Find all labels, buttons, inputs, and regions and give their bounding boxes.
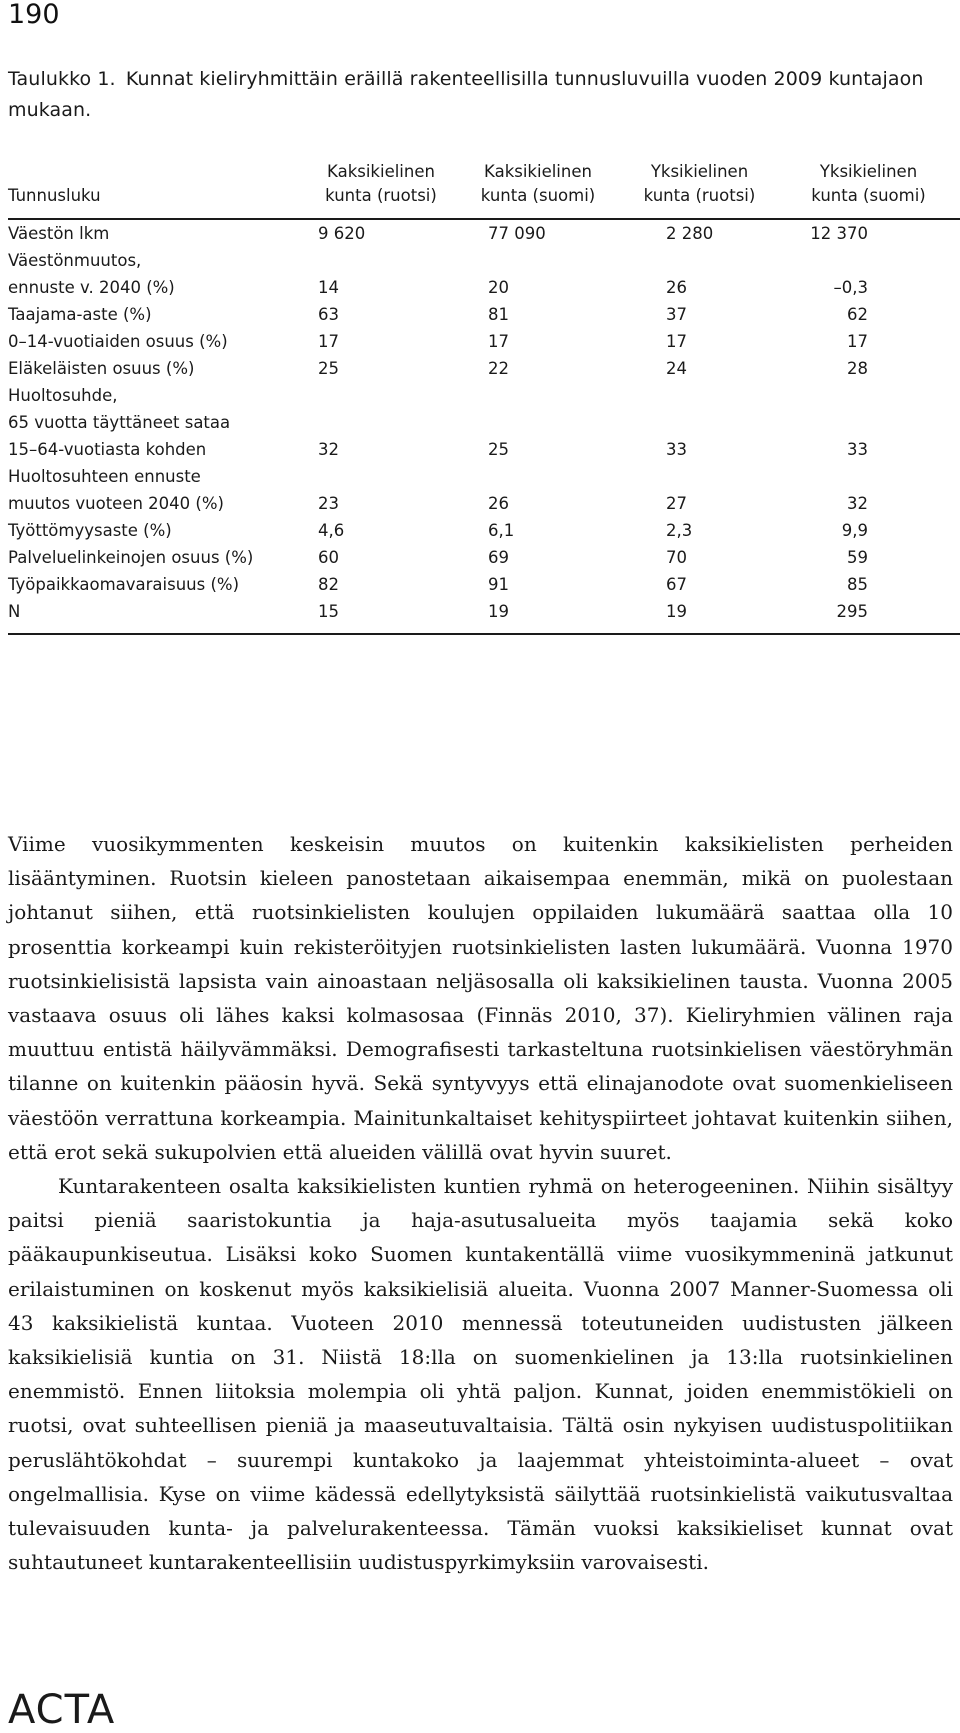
table-cell: 15 bbox=[308, 598, 454, 634]
table-cell: 81 bbox=[488, 305, 509, 324]
table-cell: 2 280 bbox=[666, 224, 714, 243]
row-label: Huoltosuhteen ennuste muutos vuoteen 2040 (%) bbox=[8, 467, 224, 513]
table-caption bbox=[8, 64, 953, 126]
table-row bbox=[8, 328, 960, 355]
column-header: Kaksikielinen kunta (ruotsi) bbox=[308, 160, 454, 219]
column-header-label: Tunnusluku bbox=[8, 160, 308, 219]
row-label: Väestönmuutos, ennuste v. 2040 (%) bbox=[8, 251, 175, 297]
row-label: Palveluelinkeinojen osuus (%) bbox=[8, 548, 254, 567]
row-label: N bbox=[8, 598, 308, 634]
table-cell: 19 bbox=[454, 598, 622, 634]
table-cell: 67 bbox=[666, 575, 687, 594]
table-header-row bbox=[8, 160, 960, 219]
table-cell: 26 bbox=[488, 494, 509, 513]
table-cell: 17 bbox=[666, 332, 687, 351]
table-row bbox=[8, 219, 960, 247]
table-cell: 9,9 bbox=[841, 521, 868, 540]
table-cell: 22 bbox=[488, 359, 509, 378]
table-cell: 63 bbox=[318, 305, 339, 324]
table-cell: 32 bbox=[318, 440, 339, 459]
table-cell: 77 090 bbox=[488, 224, 546, 243]
data-table bbox=[8, 160, 960, 635]
table-cell: 27 bbox=[666, 494, 687, 513]
table-cell: 82 bbox=[318, 575, 339, 594]
caption-label: Taulukko 1. bbox=[8, 68, 116, 90]
table-row bbox=[8, 517, 960, 544]
table-row bbox=[8, 301, 960, 328]
body-text bbox=[8, 827, 953, 1579]
table-cell: 2,3 bbox=[666, 521, 693, 540]
table-row bbox=[8, 247, 960, 301]
footer-logo: ACTA bbox=[8, 1687, 116, 1733]
table-row bbox=[8, 598, 960, 634]
table-cell: 19 bbox=[622, 598, 777, 634]
table-cell: 62 bbox=[847, 305, 868, 324]
table-row bbox=[8, 544, 960, 571]
row-label: Taajama-aste (%) bbox=[8, 305, 152, 324]
table-cell: 70 bbox=[666, 548, 687, 567]
table-cell: 24 bbox=[666, 359, 687, 378]
table-cell: 12 370 bbox=[810, 224, 868, 243]
table-cell: 26 bbox=[666, 278, 687, 297]
table-cell: 25 bbox=[318, 359, 339, 378]
row-label: Eläkeläisten osuus (%) bbox=[8, 359, 195, 378]
table-cell: 17 bbox=[488, 332, 509, 351]
table-row bbox=[8, 463, 960, 517]
column-header: Kaksikielinen kunta (suomi) bbox=[454, 160, 622, 219]
table-cell: 9 620 bbox=[318, 224, 366, 243]
table-cell: 85 bbox=[847, 575, 868, 594]
table-cell: 69 bbox=[488, 548, 509, 567]
table-row bbox=[8, 571, 960, 598]
table-row bbox=[8, 355, 960, 382]
table-cell: 23 bbox=[318, 494, 339, 513]
table-cell: 295 bbox=[777, 598, 960, 634]
column-header: Yksikielinen kunta (ruotsi) bbox=[622, 160, 777, 219]
row-label: Työpaikkaomavaraisuus (%) bbox=[8, 575, 240, 594]
table-cell: 32 bbox=[847, 494, 868, 513]
table-cell: 25 bbox=[488, 440, 509, 459]
table-cell: 33 bbox=[666, 440, 687, 459]
column-header: Yksikielinen kunta (suomi) bbox=[777, 160, 960, 219]
table-cell: 28 bbox=[847, 359, 868, 378]
table-cell: 4,6 bbox=[318, 521, 345, 540]
table-body bbox=[8, 219, 960, 634]
row-label: Huoltosuhde, 65 vuotta täyttäneet sataa 15–64-vuotiasta kohden bbox=[8, 386, 231, 459]
table-cell: 59 bbox=[847, 548, 868, 567]
table-cell: 14 bbox=[318, 278, 339, 297]
row-label: 0–14-vuotiaiden osuus (%) bbox=[8, 332, 228, 351]
table-cell: 20 bbox=[488, 278, 509, 297]
table-cell: –0,3 bbox=[833, 278, 868, 297]
table-row bbox=[8, 382, 960, 463]
row-label: Väestön lkm bbox=[8, 224, 110, 243]
table-cell: 60 bbox=[318, 548, 339, 567]
paragraph: Viime vuosikymmenten keskeisin muutos on kuitenkin kaksikielisten perheiden lisääntyminen. Ruotsin kieleen panostetaan aikaisempaa enemmän, mikä on puolestaan johtanut siihen, että ruotsinkielisten koulujen oppilaiden lukumäärä saattaa olla 10 prosenttia korkeampi kuin rekisteröityjen ruotsinkielisten lasten lukumäärä. Vuonna 1970 ruotsinkielisistä lapsista vain ainoastaan neljäsosalla oli kaksikielinen tausta. Vuonna 2005 vastaava osuus oli lähes kaksi kolmasosaa (Finnäs 2010, 37). Kieliryhmien välinen raja muuttuu entistä häilyvämmäksi. Demografisesti tarkasteltuna ruotsinkielisen väestöryhmän tilanne on kuitenkin pääosin hyvä. Sekä syntyvyys että elinajanodote ovat suomenkieliseen väestöön verrattuna korkeampia. Mainitunkaltaiset kehityspiirteet johtavat kuitenkin siihen, että erot sekä sukupolvien että alueiden välillä ovat hyvin suuret. bbox=[8, 832, 953, 1164]
row-label: Työttömyysaste (%) bbox=[8, 521, 172, 540]
caption-text: Kunnat kieliryhmittäin eräillä rakenteellisilla tunnusluvuilla vuoden 2009 kuntajaon mukaan. bbox=[8, 68, 924, 121]
page-number: 190 bbox=[8, 0, 60, 30]
table-cell: 33 bbox=[847, 440, 868, 459]
data-table-container bbox=[8, 160, 960, 635]
table-cell: 91 bbox=[488, 575, 509, 594]
table-cell: 17 bbox=[318, 332, 339, 351]
table-cell: 6,1 bbox=[488, 521, 515, 540]
table-cell: 37 bbox=[666, 305, 687, 324]
paragraph: Kuntarakenteen osalta kaksikielisten kuntien ryhmä on heterogeeninen. Niihin sisältyy paitsi pieniä saaristokuntia ja haja-asutusalueita myös taajamia sekä koko pääkaupunkiseutua. Lisäksi koko Suomen kuntakentällä viime vuosikymmeninä jatkunut erilaistuminen on koskenut myös kaksikielisiä alueita. Vuonna 2007 Manner-Suomessa oli 43 kaksikielistä kuntaa. Vuoteen 2010 mennessä toteutuneiden uudistusten jälkeen kaksikielisiä kuntia on 31. Niistä 18:lla on suomenkielinen ja 13:lla ruotsinkielinen enemmistö. Ennen liitoksia molempia oli yhtä paljon. Kunnat, joiden enemmistökieli on ruotsi, ovat suhteellisen pieniä ja maaseutuvaltaisia. Tältä osin nykyisen uudistuspolitiikan peruslähtökohdat – suurempi kuntakoko ja laajemmat yhteistoiminta-alueet – ovat ongelmallisia. Kyse on viime kädessä edellytyksistä säilyttää ruotsinkielistä vaikutusvaltaa tulevaisuuden kunta- ja palvelurakenteessa. Tämän vuoksi kaksikieliset kunnat ovat suhtautuneet kuntarakenteellisiin uudistuspyrkimyksiin varovaisesti. bbox=[8, 1174, 953, 1575]
table-cell: 17 bbox=[847, 332, 868, 351]
